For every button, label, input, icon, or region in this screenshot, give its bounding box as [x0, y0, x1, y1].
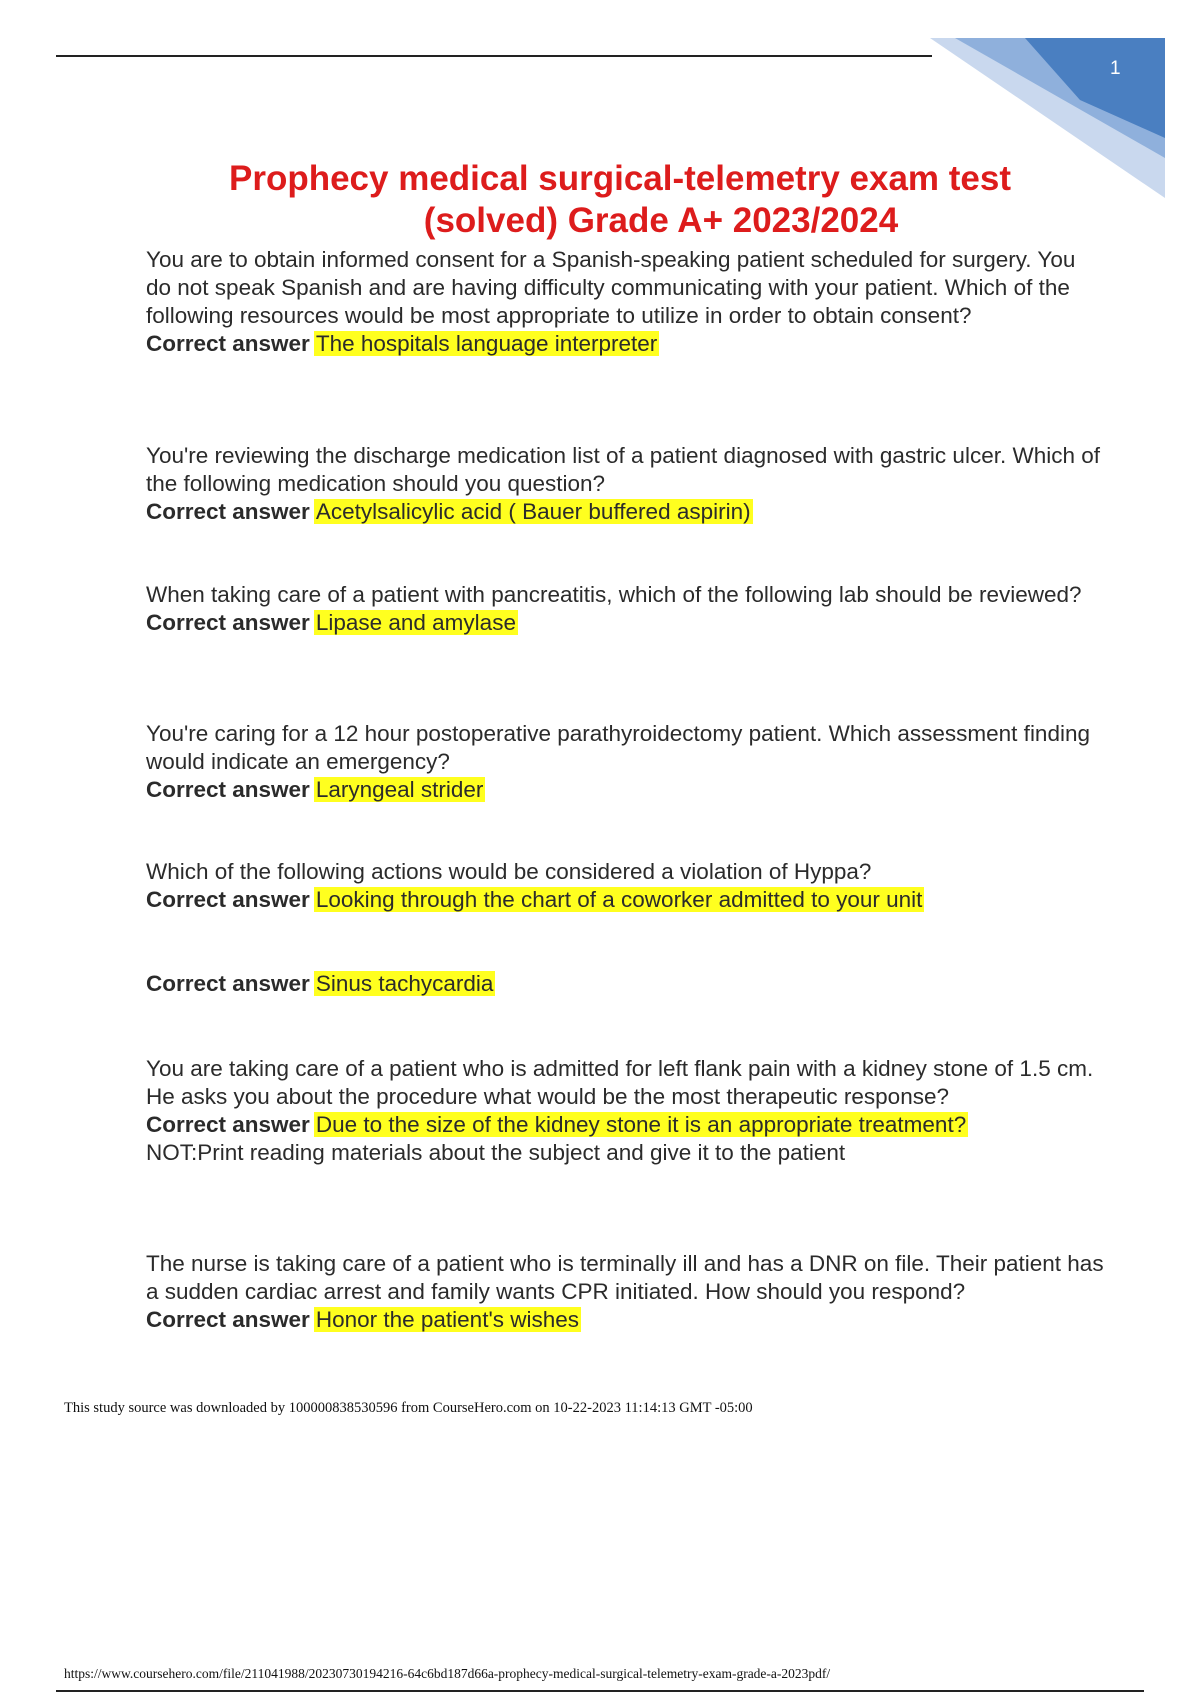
qa-item: [146, 858, 1106, 914]
answer-label: Correct answer: [146, 1307, 310, 1332]
answer-highlight: Lipase and amylase: [315, 610, 516, 635]
qa-item: [146, 581, 1106, 637]
answer-label: Correct answer: [146, 887, 310, 912]
qa-item: [146, 1055, 1106, 1167]
answer-highlight: Honor the patient's wishes: [315, 1307, 580, 1332]
answer-highlight: Due to the size of the kidney stone it is an appropriate treatment?: [315, 1112, 967, 1137]
document-title: [140, 158, 1100, 242]
question-text: When taking care of a patient with pancreatitis, which of the following lab should be reviewed?: [146, 582, 1082, 607]
question-text: You are to obtain informed consent for a Spanish-speaking patient scheduled for surgery. You do not speak Spanish and are having difficulty communicating with your patient. Which of the following resources would be most appropriate to utilize in order to obtain consent?: [146, 247, 1076, 328]
question-text: You're reviewing the discharge medication list of a patient diagnosed with gastric ulcer. Which of the following medication should you question?: [146, 443, 1100, 496]
answer-highlight: Sinus tachycardia: [315, 971, 494, 996]
answer-label: Correct answer: [146, 610, 310, 635]
footer-url[interactable]: https://www.coursehero.com/file/211041988/20230730194216-64c6bd187d66a-prophecy-medical-surgical-telemetry-exam-grade-a-2023pdf/: [64, 1666, 831, 1681]
qa-item: [146, 442, 1106, 526]
page-number: 1: [1110, 58, 1121, 79]
answer-highlight: Acetylsalicylic acid ( Bauer buffered aspirin): [315, 499, 751, 524]
qa-item: [146, 1250, 1106, 1334]
answer-line: [146, 1111, 1106, 1139]
question-text: Which of the following actions would be considered a violation of Hyppa?: [146, 859, 872, 884]
answer-label: Correct answer: [146, 499, 310, 524]
question-text: You are taking care of a patient who is admitted for left flank pain with a kidney stone of 1.5 cm. He asks you about the procedure what would be the most therapeutic response?: [146, 1056, 1094, 1109]
answer-line: [146, 776, 1106, 804]
title-line-1: Prophecy medical surgical-telemetry exam test: [228, 159, 1011, 198]
footer-rule: [56, 1690, 1144, 1692]
answer-label: Correct answer: [146, 331, 310, 356]
answer-line: [146, 886, 1106, 914]
answer-label: Correct answer: [146, 777, 310, 802]
title-line-2: (solved) Grade A+ 2023/2024: [423, 201, 899, 240]
answer-line: [146, 330, 1106, 358]
answer-line: [146, 609, 1106, 637]
question-text: You're caring for a 12 hour postoperative parathyroidectomy patient. Which assessment finding would indicate an emergency?: [146, 721, 1090, 774]
answer-highlight: Laryngeal strider: [315, 777, 484, 802]
question-text: The nurse is taking care of a patient who is terminally ill and has a DNR on file. Their patient has a sudden cardiac arrest and family wants CPR initiated. How should you respond?: [146, 1251, 1104, 1304]
qa-item: [146, 970, 1106, 998]
header-rule: [56, 55, 932, 57]
answer-note: NOT:Print reading materials about the subject and give it to the patient: [146, 1140, 846, 1165]
answer-highlight: Looking through the chart of a coworker admitted to your unit: [315, 887, 923, 912]
footer-source-note: This study source was downloaded by 100000838530596 from CourseHero.com on 10-22-2023 11:14:13 GMT -05:00: [64, 1400, 753, 1416]
answer-label: Correct answer: [146, 1112, 310, 1137]
answer-line: [146, 970, 1106, 998]
qa-item: [146, 720, 1106, 804]
answer-highlight: The hospitals language interpreter: [315, 331, 658, 356]
answer-line: [146, 1306, 1106, 1334]
answer-label: Correct answer: [146, 971, 310, 996]
qa-item: [146, 246, 1106, 358]
answer-line: [146, 498, 1106, 526]
